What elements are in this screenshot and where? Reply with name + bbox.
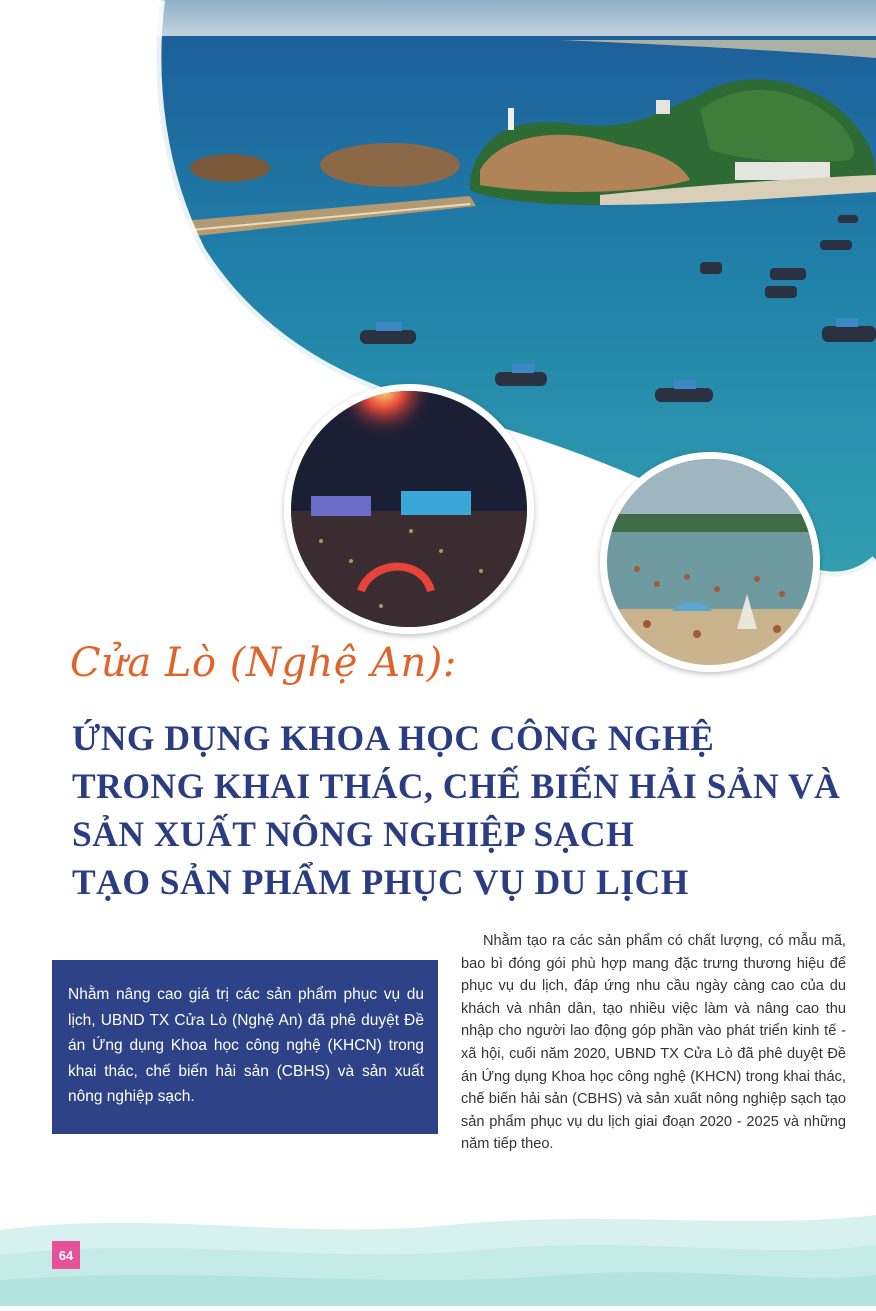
beach-photo [600,452,820,672]
place-title: Cửa Lò (Nghệ An): [70,640,457,686]
body-paragraph: Nhằm tạo ra các sản phẩm có chất lượng, có mẫu mã, bao bì đóng gói phù hợp mang đặc trưng thương hiệu để phục vụ du lịch, đáp ứng nhu cầu ngày càng cao của du khách và nhân dân, tạo nhiều việc làm và nâng cao thu nhập cho người lao động góp phần vào phát triển kinh tế - xã hội, cuối năm 2020, UBND TX Cửa Lò đã phê duyệt Đề án Ứng dụng Khoa học công nghệ (KHCN) trong khai thác, chế biến hải sản (CBHS) và sản xuất nông nghiệp sạch tạo sản phẩm phục vụ du lịch giai đoạn 2020 - 2025 và những năm tiếp theo. [461,933,846,1153]
night-festival-photo [284,384,534,634]
headline-line-3: SẢN XUẤT NÔNG NGHIỆP SẠCH [72,814,635,854]
headline-line-1: ỨNG DỤNG KHOA HỌC CÔNG NGHỆ [72,718,715,758]
headline-line-2: TRONG KHAI THÁC, CHẾ BIẾN HẢI SẢN VÀ [72,766,841,806]
article-headline [72,714,841,906]
bottom-wave-decoration [0,1200,876,1306]
lead-text: Nhằm nâng cao giá trị các sản phẩm phục vụ du lịch, UBND TX Cửa Lò (Nghệ An) đã phê duyệt Đề án Ứng dụng Khoa học công nghệ (KHCN) trong khai thác, chế biến hải sản (CBHS) và sản xuất nông nghiệp sạch. [68,986,424,1105]
page-number: 64 [52,1241,80,1269]
lead-box [52,960,438,1134]
headline-line-4: TẠO SẢN PHẨM PHỤC VỤ DU LỊCH [72,862,689,902]
